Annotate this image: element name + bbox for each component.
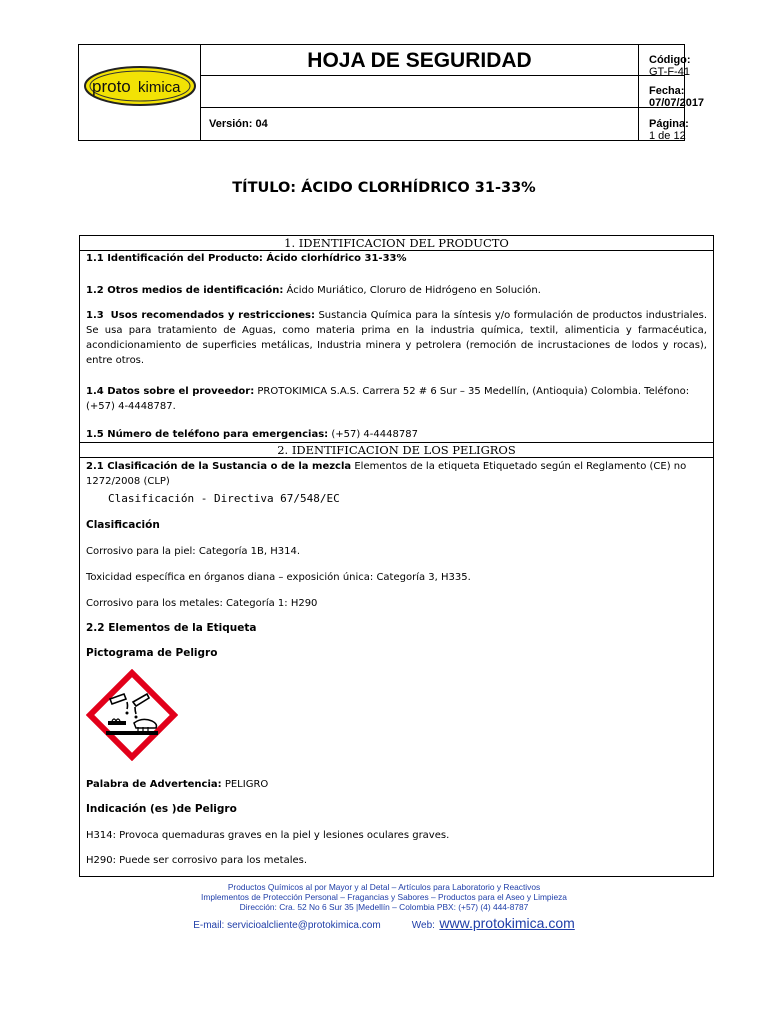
item-2-1-subtitle: Clasificación - Directiva 67/548/EC — [108, 492, 340, 505]
item-1-5-label: 1.5 Número de teléfono para emergencias: — [86, 429, 329, 440]
signal-word-label: Palabra de Advertencia: — [86, 779, 222, 790]
main-title: TÍTULO: ÁCIDO CLORHÍDRICO 31-33% — [232, 180, 536, 196]
section-rule — [80, 457, 713, 458]
page-value: 1 de 12 — [649, 130, 686, 142]
signal-word — [86, 777, 707, 792]
item-1-3-text: Sustancia Química para la síntesis y/o formulación de productos industriales. Se usa para tratamiento de Aguas, como materia prima en la industria química, textil, alimenticia y farmacéutica, acondicionamiento de superficies metálicas, Industria minera y petrolera (remoción de incrustaciones de lodos y rocas), entre otros. — [86, 310, 708, 366]
pictogram-heading: Pictograma de Peligro — [86, 647, 218, 659]
header-divider — [638, 45, 639, 140]
item-1-1 — [86, 251, 707, 266]
item-1-1-text: 1.1 Identificación del Producto: Ácido clorhídrico 31-33% — [86, 253, 407, 264]
item-1-5 — [86, 427, 707, 442]
item-2-1 — [86, 459, 707, 489]
section-2-heading: 2. IDENTIFICACION DE LOS PELIGROS — [277, 443, 516, 457]
item-2-1-text: Elementos de la etiqueta Etiquetado según el Reglamento (CE) no 1272/2008 (CLP) — [86, 461, 687, 487]
footer-line-2: Implementos de Protección Personal – Fragancias y Sabores – Productos para el Aseo y Limpieza — [201, 892, 567, 902]
item-1-3 — [86, 308, 707, 368]
logo-text-right: kimica — [138, 79, 181, 96]
footer-web-link[interactable]: www.protokimica.com — [439, 915, 575, 931]
code-label: Código: — [649, 54, 691, 66]
page-field — [649, 118, 689, 142]
hazard-statement: H290: Puede ser corrosivo para los metales. — [86, 855, 308, 866]
version-label: Versión: 04 — [209, 118, 268, 130]
item-2-1-label: 2.1 Clasificación de la Sustancia o de la mezcla — [86, 461, 352, 472]
hazard-statements-heading: Indicación (es )de Peligro — [86, 803, 237, 815]
item-1-2-text: Ácido Muriático, Cloruro de Hidrógeno en Solución. — [286, 285, 541, 296]
section-1-heading: 1. IDENTIFICACION DEL PRODUCTO — [284, 236, 509, 250]
header-divider — [200, 75, 684, 76]
code-value: GT-F-41 — [649, 66, 690, 78]
logo-text-left: proto — [92, 77, 131, 96]
classification-item: Toxicidad específica en órganos diana – exposición única: Categoría 3, H335. — [86, 572, 471, 583]
logo-cell — [79, 45, 200, 140]
classification-item: Corrosivo para la piel: Categoría 1B, H314. — [86, 546, 301, 557]
footer-contact — [0, 915, 768, 933]
signal-word-value: PELIGRO — [224, 779, 269, 790]
item-1-3-label: Usos recomendados y restricciones: — [110, 310, 315, 321]
item-1-4-label: 1.4 Datos sobre el proveedor: — [86, 386, 255, 397]
content-box — [79, 235, 714, 877]
footer-line-1: Productos Químicos al por Mayor y al Detal – Artículos para Laboratorio y Reactivos — [227, 882, 541, 892]
date-field: Fecha: 07/07/2017 — [649, 85, 705, 109]
document-header — [78, 44, 705, 142]
classification-item: Corrosivo para los metales: Categoría 1: H290 — [86, 598, 318, 609]
label-elements-heading: 2.2 Elementos de la Etiqueta — [86, 622, 257, 634]
item-1-4-text: PROTOKIMICA S.A.S. Carrera 52 # 6 Sur – 35 Medellín, (Antioquia) Colombia. Teléfono: (+57) 4-4448787. — [86, 386, 690, 412]
item-1-5-text: (+57) 4-4448787 — [331, 429, 418, 440]
item-1-4 — [86, 384, 707, 414]
footer-email[interactable]: E-mail: servicioalcliente@protokimica.com — [193, 920, 381, 931]
item-1-2-label: 1.2 Otros medios de identificación: — [86, 285, 284, 296]
footer — [0, 882, 768, 933]
document-title: HOJA DE SEGURIDAD — [307, 49, 532, 72]
ghs-corrosive-pictogram-icon — [86, 669, 178, 761]
code-field — [649, 54, 691, 78]
classification-heading: Clasificación — [86, 519, 160, 531]
protokimica-logo — [83, 65, 197, 107]
item-1-3-number: 1.3 — [86, 310, 104, 321]
hazard-statement: H314: Provoca quemaduras graves en la piel y lesiones oculares graves. — [86, 830, 450, 841]
page-label: Página: — [649, 118, 689, 130]
footer-line-3: Dirección: Cra. 52 No 6 Sur 35 |Medellín – Colombia PBX: (+57) (4) 444-8787 — [239, 902, 529, 912]
footer-web-label: Web: — [411, 920, 435, 931]
item-1-2 — [86, 283, 707, 298]
header-divider — [200, 107, 684, 108]
